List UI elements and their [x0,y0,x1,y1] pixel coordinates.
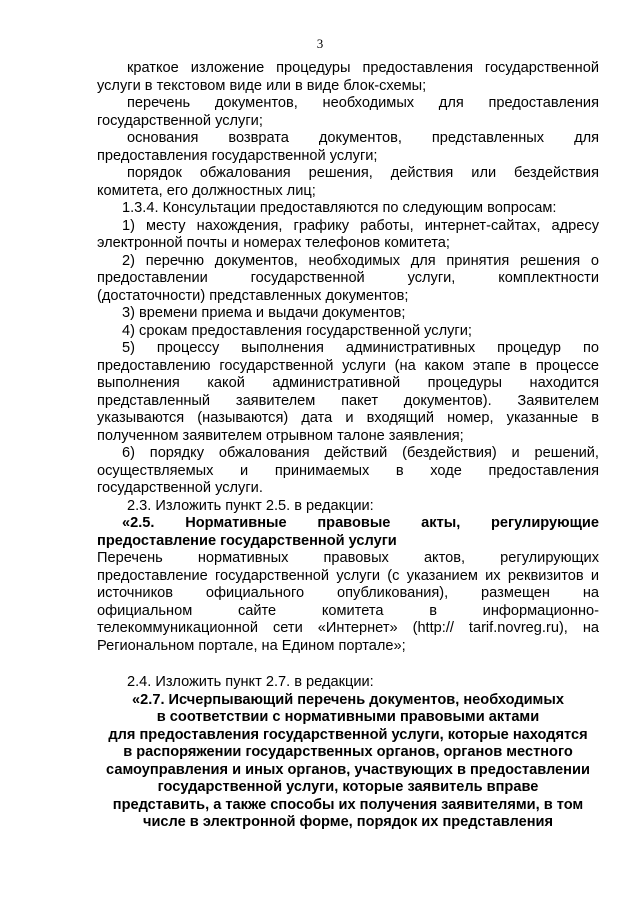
text-line: полученном заявителем отрывном талоне заявления; [97,427,464,444]
text-line: электронной почты и номерах телефонов комитета; [97,235,450,251]
section-heading: в распоряжении государственных органов, органов местного [123,744,573,760]
section-heading: в соответствии с нормативными правовыми актами [156,709,540,725]
text-line: официальном сайте комитета в информационно- [97,602,599,619]
section-heading: числе в электронной форме, порядок их представления [142,814,554,830]
text-line: комитета, его должностных лиц; [97,182,316,199]
text-line: (достаточности) представленных документов; [97,287,409,304]
text-line: 1) месту нахождения, графику работы, интернет-сайтах, адресу [122,217,599,234]
text-line: предоставлении государственной услуги, комплектности [97,270,599,286]
text-line: источников официального опубликования), размещен на [97,585,599,601]
text-line: 5) процессу выполнения административных процедур по [122,340,599,356]
text-line: государственной услуги; [97,112,263,129]
paragraph-gap [97,655,599,674]
text-line: представленный заявителем пакет документов). Заявителем [97,392,599,409]
text-line: 1.3.4. Консультации предоставляются по следующим вопросам: [122,200,557,216]
text-line: государственной услуги. [97,480,263,496]
text-line: 3) времени приема и выдачи документов; [122,305,406,321]
text-line: предоставлению государственной услуги (на каком этапе в процессе [97,357,599,374]
text-line: 4) срокам предоставления государственной услуги; [122,322,472,339]
text-line: предоставление государственной услуги (с указанием их реквизитов и [97,567,599,584]
text-line: телекоммуникационной сети «Интернет» (http:// tarif.novreg.ru), на [97,620,599,636]
document-body [97,60,599,832]
text-line: краткое изложение процедуры предоставления государственной [127,60,599,76]
section-heading: самоуправления и иных органов, участвующих в предоставлении [106,761,590,778]
text-line: 2) перечню документов, необходимых для принятия решения о [122,252,599,269]
text-line: выполнения какой административной процедуры находится [97,375,599,391]
text-line: Региональном портале, на Едином портале»; [97,637,406,654]
text-line: услуги в текстовом виде или в виде блок-схемы; [97,77,427,94]
text-line: Перечень нормативных правовых актов, регулирующих [97,550,599,566]
text-line: перечень документов, необходимых для предоставления [127,95,599,111]
text-line: порядок обжалования решения, действия или бездействия [127,165,599,181]
page-number: 3 [316,36,324,51]
text-line: основания возврата документов, представленных для [127,130,599,146]
section-heading: представить, а также способы их получения заявителями, в том [112,796,584,813]
section-heading: «2.7. Исчерпывающий перечень документов, необходимых [132,691,564,708]
section-heading: предоставление государственной услуги [97,532,397,549]
text-line: указываются (называются) дата и входящий номер, указанные в [97,410,599,426]
text-line: осуществляемых и принимаемых в ходе предоставления [97,462,599,479]
section-heading: «2.5. Нормативные правовые акты, регулирующие [122,515,599,531]
section-heading: государственной услуги, которые заявитель вправе [157,779,539,795]
text-line: предоставления государственной услуги; [97,147,378,164]
text-line: 2.3. Изложить пункт 2.5. в редакции: [127,497,374,514]
section-heading: для предоставления государственной услуги, которые находятся [108,726,588,743]
text-line: 6) порядку обжалования действий (бездействия) и решений, [122,445,599,461]
text-line: 2.4. Изложить пункт 2.7. в редакции: [127,674,374,690]
